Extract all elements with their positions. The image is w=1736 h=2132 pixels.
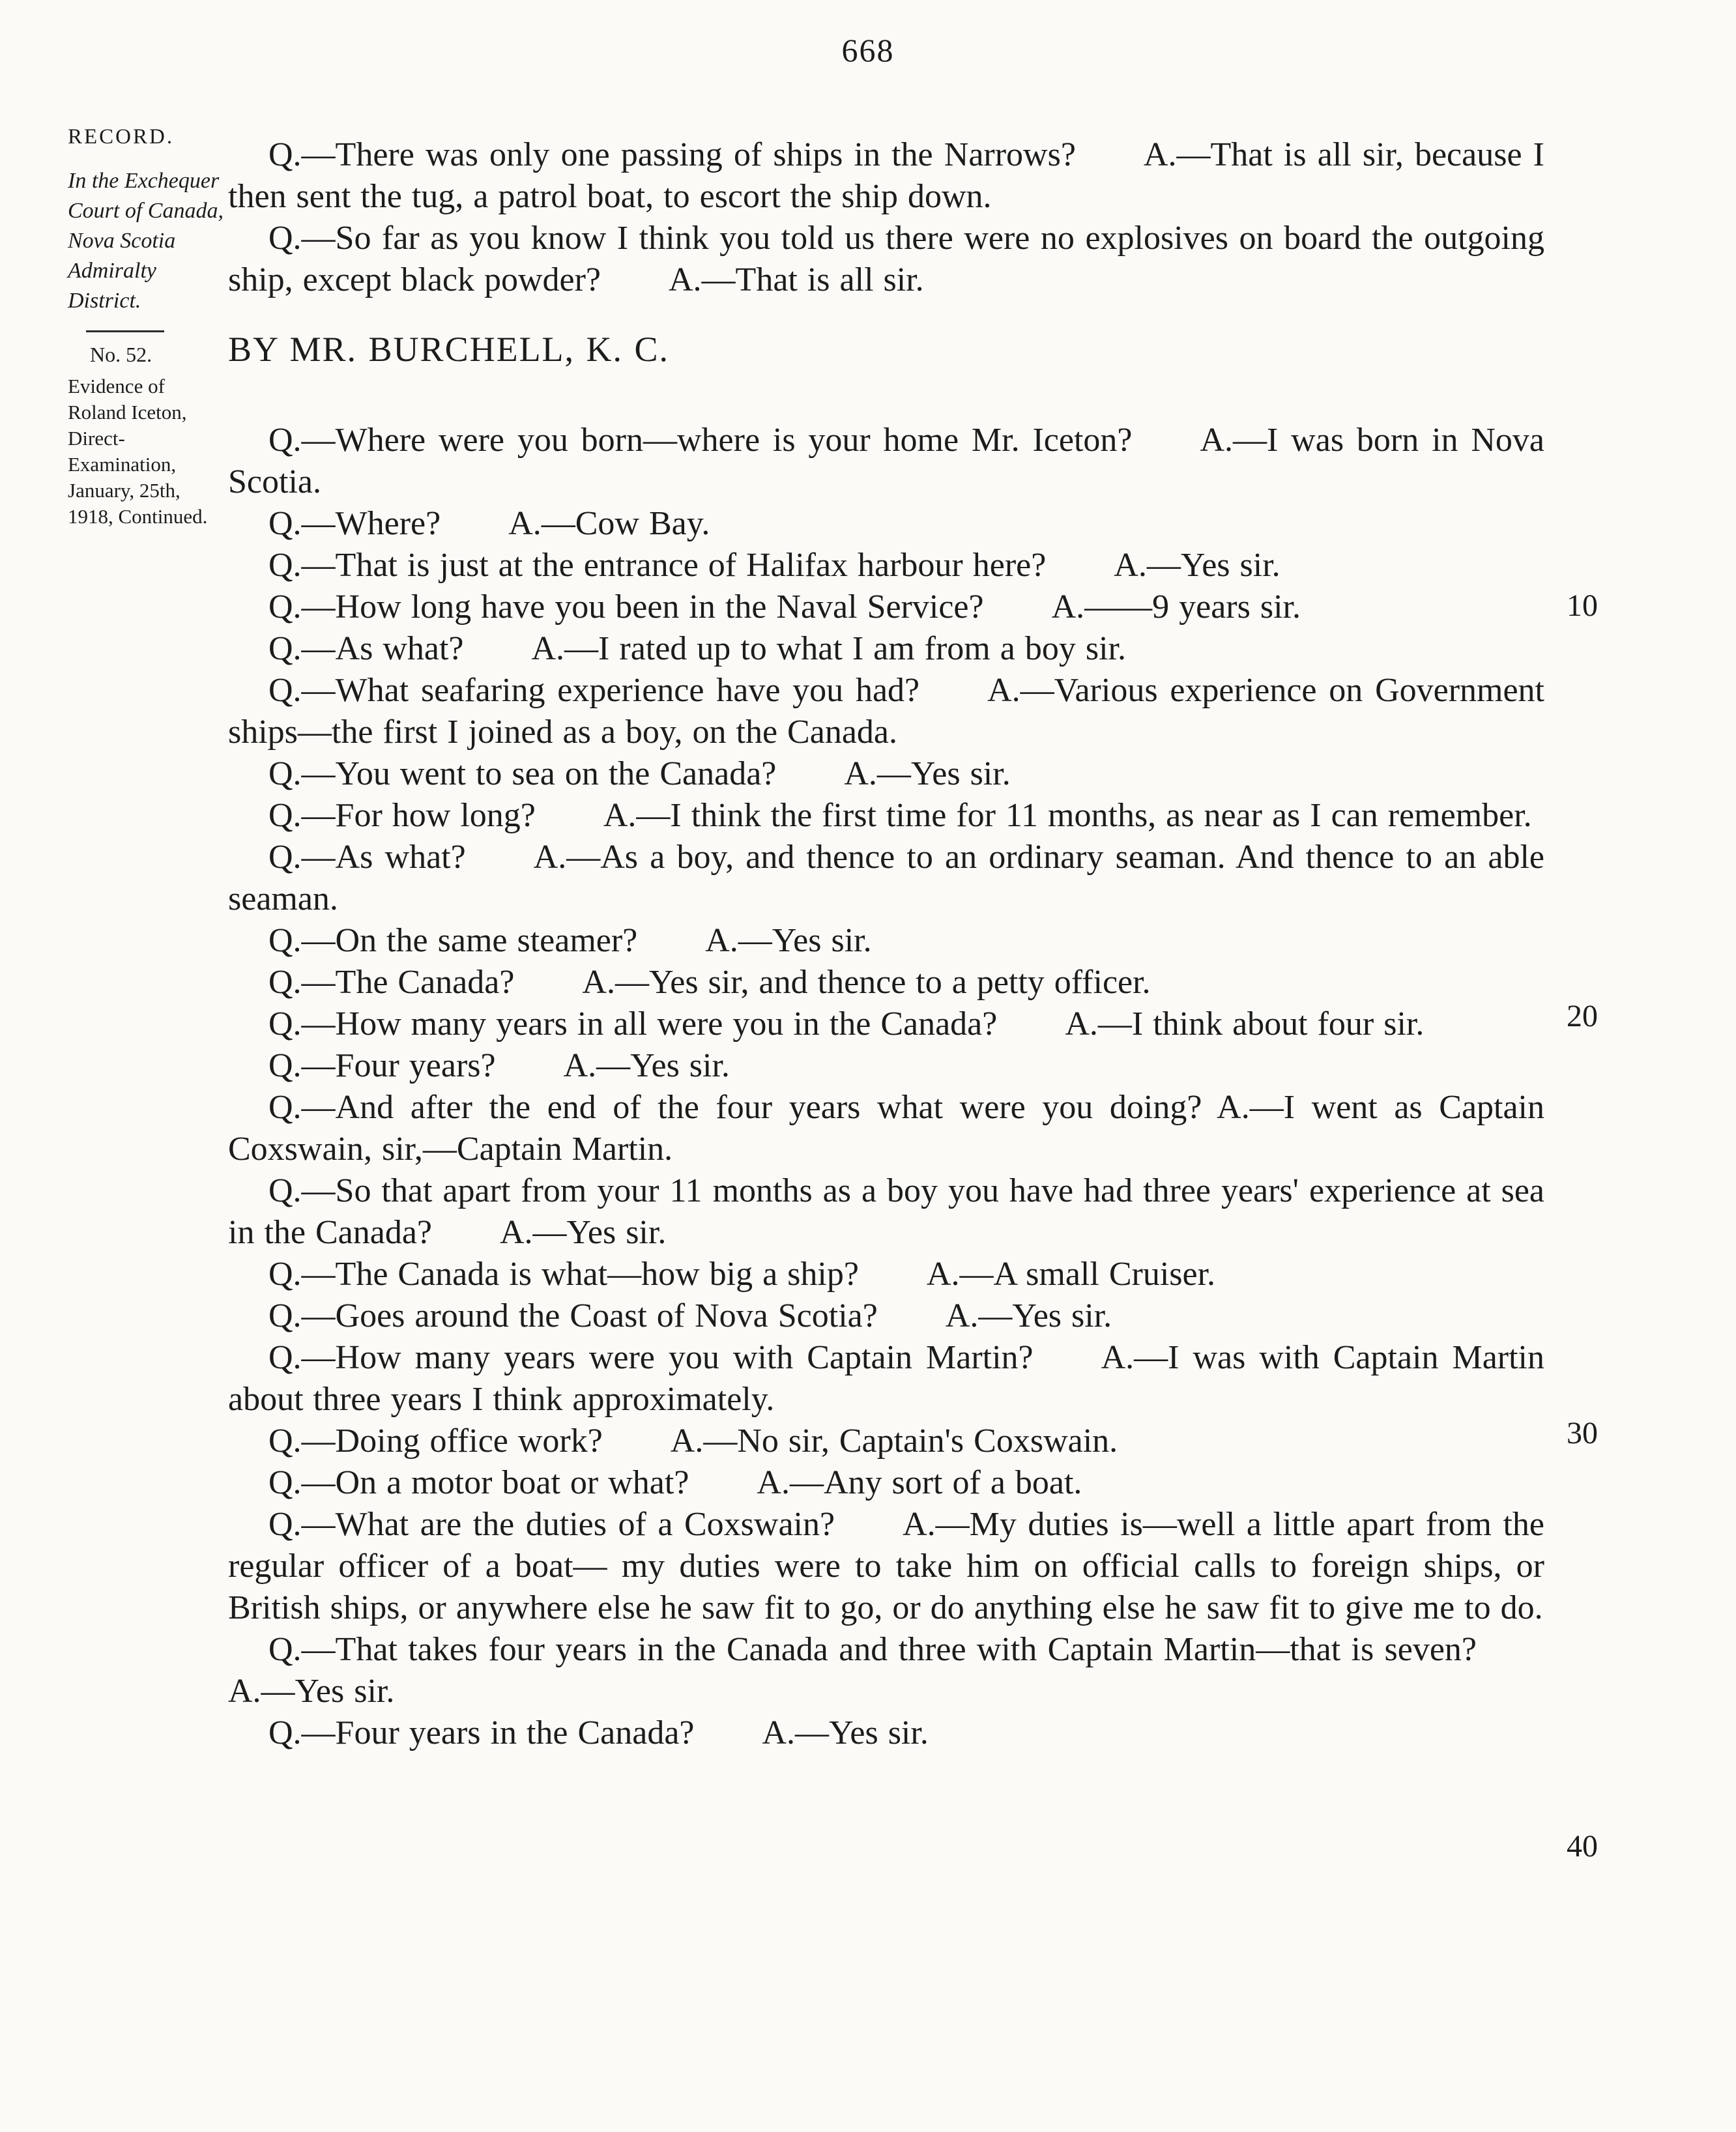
transcript-paragraph: Q.—On the same steamer? A.—Yes sir. bbox=[268, 922, 872, 959]
transcript-paragraph: Q.—How long have you been in the Naval Service? A.——9 years sir. bbox=[268, 588, 1301, 626]
transcript-body bbox=[228, 134, 1544, 1754]
transcript-paragraph: Q.—That is just at the entrance of Halifax harbour here? A.—Yes sir. bbox=[268, 547, 1280, 584]
margin-court-note: In the Exchequer Court of Canada, Nova Scotia Admiralty District. bbox=[68, 169, 224, 313]
transcript-paragraph: Q.—How many years in all were you in the Canada? A.—I think about four sir. bbox=[268, 1005, 1425, 1043]
transcript-paragraph: Q.—And after the end of the four years what were you doing? A.—I went as Captain Coxswain, sir,—Captain Martin. bbox=[228, 1089, 1544, 1168]
transcript-paragraph: Q.—Where were you born—where is your home Mr. Iceton? A.—I was born in Nova Scotia. bbox=[228, 422, 1544, 500]
transcript-paragraph: Q.—You went to sea on the Canada? A.—Yes sir. bbox=[268, 755, 1011, 792]
transcript-paragraph: Q.—How many years were you with Captain Martin? A.—I was with Captain Martin about three years I think approximately. bbox=[228, 1339, 1544, 1418]
margin-rule bbox=[86, 330, 164, 332]
margin-notes bbox=[68, 125, 227, 530]
margin-evidence-note: Evidence of Roland Iceton, Direct-Examination, January, 25th, 1918, Continued. bbox=[68, 375, 208, 528]
transcript-paragraph: Q.—As what? A.—As a boy, and thence to an ordinary seaman. And thence to an able seaman. bbox=[228, 839, 1544, 917]
transcript-paragraph: Q.—So far as you know I think you told us there were no explosives on board the outgoing ship, except black powder? A.—That is all sir. bbox=[228, 220, 1544, 298]
transcript-paragraph: Q.—Goes around the Coast of Nova Scotia? A.—Yes sir. bbox=[268, 1297, 1112, 1334]
transcript-paragraph: Q.—Four years? A.—Yes sir. bbox=[268, 1047, 730, 1084]
examiner-heading: BY MR. BURCHELL, K. C. bbox=[228, 330, 670, 369]
margin-line-number-40: 40 bbox=[1567, 1829, 1598, 1864]
transcript-paragraph: Q.—The Canada? A.—Yes sir, and thence to a petty officer. bbox=[268, 964, 1151, 1001]
margin-line-number-20: 20 bbox=[1567, 999, 1598, 1033]
margin-case-number: No. 52. bbox=[90, 343, 152, 366]
transcript-paragraph: Q.—Doing office work? A.—No sir, Captain's Coxswain. bbox=[268, 1422, 1118, 1460]
transcript-paragraph: Q.—For how long? A.—I think the first time for 11 months, as near as I can remember. bbox=[268, 797, 1532, 834]
transcript-paragraph: Q.—As what? A.—I rated up to what I am from a boy sir. bbox=[268, 630, 1126, 667]
transcript-paragraph: Q.—There was only one passing of ships in the Narrows? A.—That is all sir, because I then sent the tug, a patrol boat, to escort the ship down. bbox=[228, 136, 1544, 215]
transcript-paragraph: Q.—That takes four years in the Canada and three with Captain Martin—that is seven? A.—Yes sir. bbox=[228, 1631, 1544, 1710]
transcript-paragraph: Q.—What seafaring experience have you had? A.—Various experience on Government ships—the first I joined as a boy, on the Canada. bbox=[228, 672, 1544, 751]
page-number: 668 bbox=[841, 32, 895, 68]
margin-line-number-30: 30 bbox=[1567, 1416, 1598, 1450]
transcript-paragraph: Q.—On a motor boat or what? A.—Any sort of a boat. bbox=[268, 1464, 1082, 1501]
margin-record-label: RECORD. bbox=[68, 125, 175, 149]
transcript-paragraph: Q.—Four years in the Canada? A.—Yes sir. bbox=[268, 1714, 929, 1751]
transcript-paragraph: Q.—The Canada is what—how big a ship? A.—A small Cruiser. bbox=[268, 1256, 1216, 1293]
transcript-paragraph: Q.—Where? A.—Cow Bay. bbox=[268, 505, 710, 542]
transcript-paragraph: Q.—So that apart from your 11 months as a boy you have had three years' experience at sea in the Canada? A.—Yes sir. bbox=[228, 1172, 1544, 1251]
transcript-paragraph: Q.—What are the duties of a Coxswain? A.—My duties is—well a little apart from the regular officer of a boat— my duties were to take him on official calls to foreign ships, or British ships, or anywhere else he saw fit to go, or do anything else he saw fit to give me to do. bbox=[228, 1506, 1544, 1626]
margin-line-number-10: 10 bbox=[1567, 588, 1598, 623]
